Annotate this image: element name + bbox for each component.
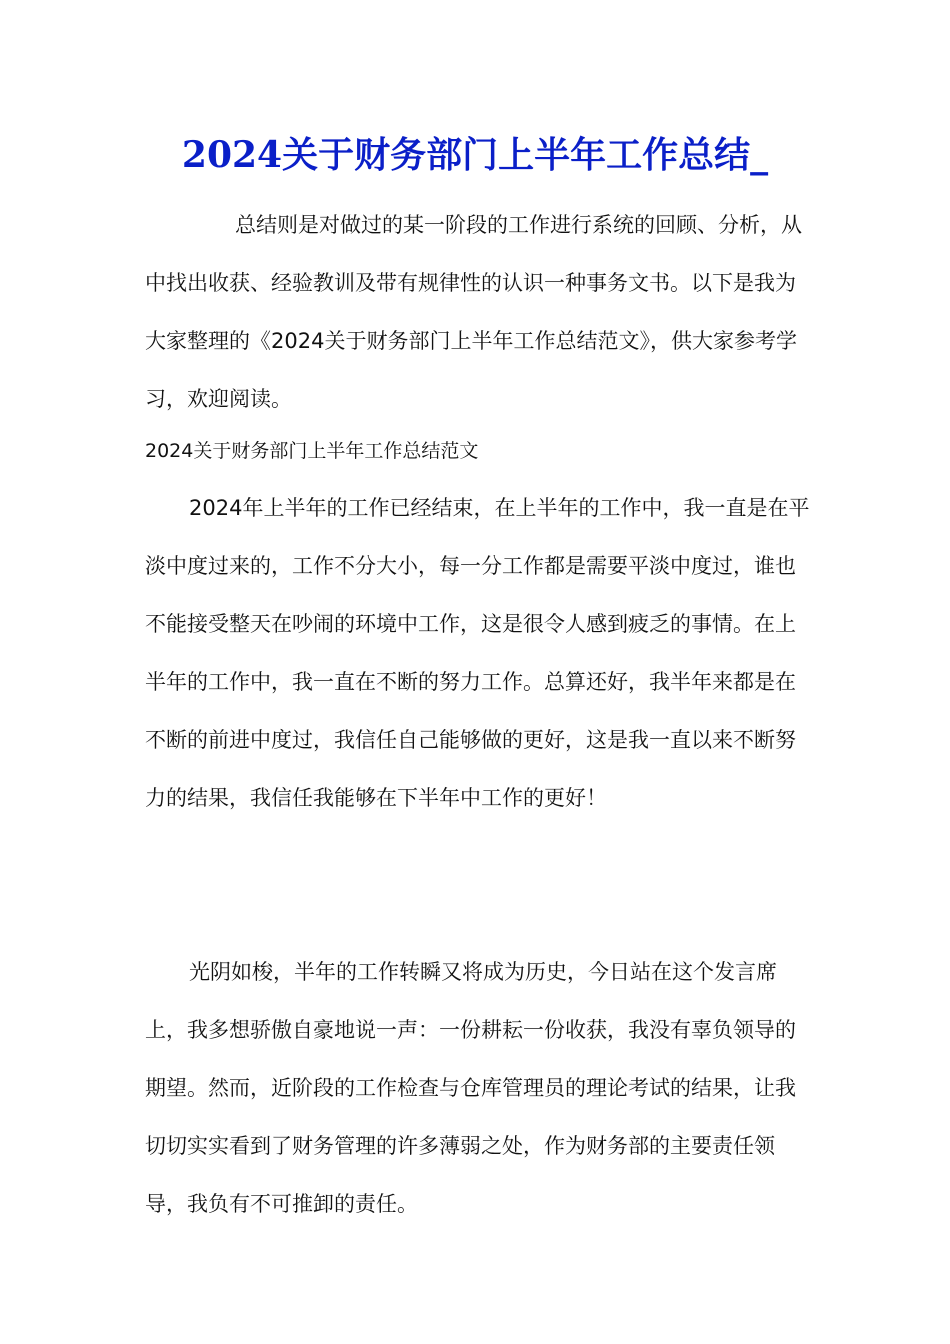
body-paragraph-2: 光阴如梭，半年的工作转瞬又将成为历史，今日站在这个发言席上，我多想骄傲自豪地说一声：一份耕耘一份收获，我没有辜负领导的期望。然而，近阶段的工作检查与仓库管理员的理论考试的结果，让我切切实实看到了财务管理的许多薄弱之处，作为财务部的主要责任领导，我负有不可推卸的责任。 — [145, 960, 796, 1216]
section-subheading: 2024关于财务部门上半年工作总结范文 — [145, 440, 479, 462]
intro-paragraph: 总结则是对做过的某一阶段的工作进行系统的回顾、分析，从中找出收获、经验教训及带有规律性的认识一种事务文书。以下是我为大家整理的《2024关于财务部门上半年工作总结范文》，供大家参考学习，欢迎阅读。 — [145, 213, 802, 411]
body-paragraph-1: 2024年上半年的工作已经结束，在上半年的工作中，我一直是在平淡中度过来的，工作不分大小，每一分工作都是需要平淡中度过，谁也不能接受整天在吵闹的环境中工作，这是很令人感到疲乏的事情。在上半年的工作中，我一直在不断的努力工作。总算还好，我半年来都是在不断的前进中度过，我信任自己能够做的更好，这是我一直以来不断努力的结果，我信任我能够在下半年中工作的更好！ — [145, 496, 810, 810]
document-title: 2024关于财务部门上半年工作总结_ — [181, 134, 769, 176]
